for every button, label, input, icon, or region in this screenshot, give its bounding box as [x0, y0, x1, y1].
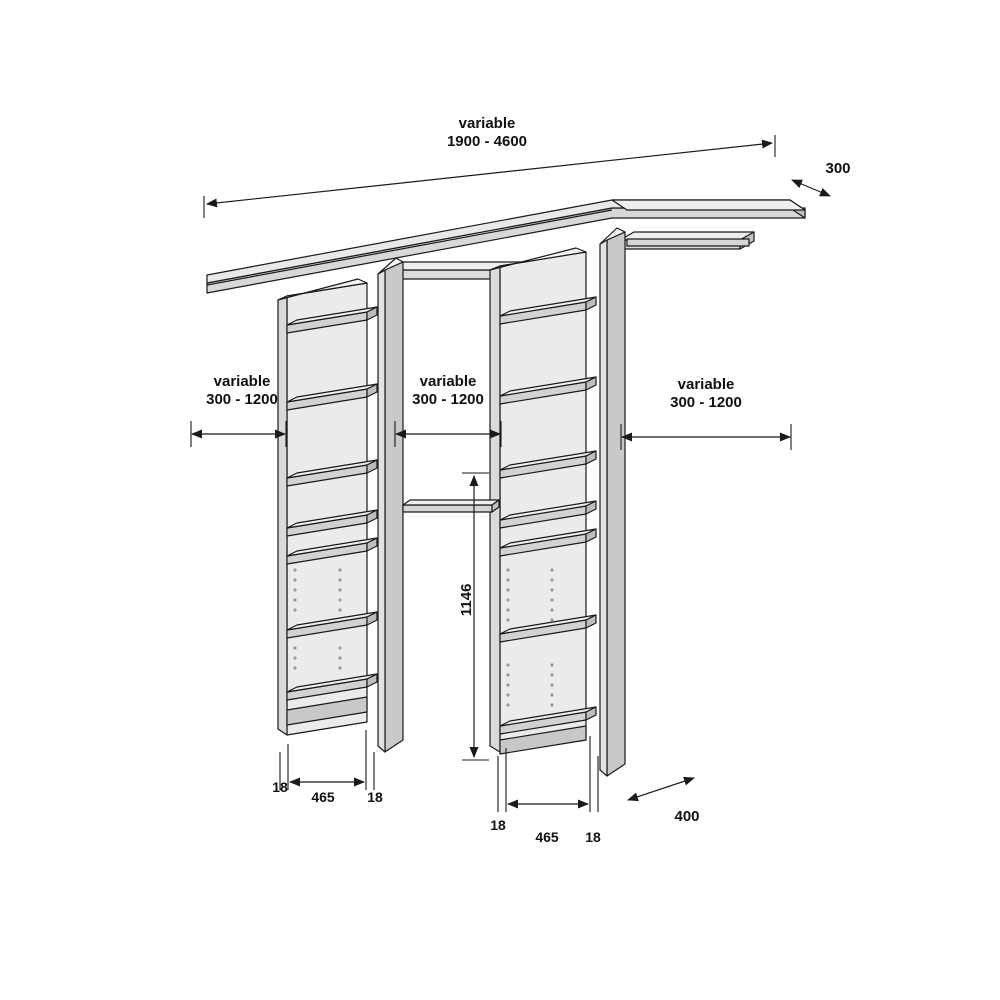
dim-overall-width-line [207, 143, 772, 204]
dim-overall-width-label [397, 115, 577, 150]
dim-base-depth-line [628, 778, 694, 800]
dim-right-thickness-1-label: 18 [490, 817, 506, 833]
dim-bay-middle-line2: 300 - 1200 [412, 390, 484, 408]
dim-left-thickness-2-label: 18 [367, 789, 383, 805]
cabinet-geometry [191, 132, 830, 812]
cabinet-right-module [490, 248, 596, 754]
panel-right-tall [600, 228, 625, 776]
dim-base-depth-label: 400 [674, 808, 700, 825]
panel-middle-tall [378, 258, 403, 752]
dim-right-width-label: 465 [535, 829, 559, 845]
dim-bay-right-line1: variable [677, 376, 735, 393]
dim-left-thickness-1-label: 18 [272, 779, 288, 795]
dim-right-thickness-2-label: 18 [585, 829, 601, 845]
dim-top-depth-label: 300 [825, 160, 851, 177]
dim-left-width-label: 465 [311, 789, 335, 805]
dim-top-depth-line [792, 180, 830, 196]
dim-bay-left-line1: variable [213, 373, 271, 390]
dim-bay-middle-label [398, 373, 498, 408]
dim-overall-width-line2: 1900 - 4600 [446, 132, 528, 150]
dim-hanging-height-label: 1146 [458, 583, 476, 617]
dim-bay-left-line2: 300 - 1200 [206, 390, 278, 408]
dim-bay-left-label [192, 373, 292, 408]
cabinet-left-module [278, 279, 377, 735]
dim-bay-middle-line1: variable [419, 373, 477, 390]
dim-bay-right-line2: 300 - 1200 [670, 393, 742, 411]
dim-overall-width-line1: variable [458, 115, 516, 132]
dim-bay-right-label [656, 376, 756, 411]
